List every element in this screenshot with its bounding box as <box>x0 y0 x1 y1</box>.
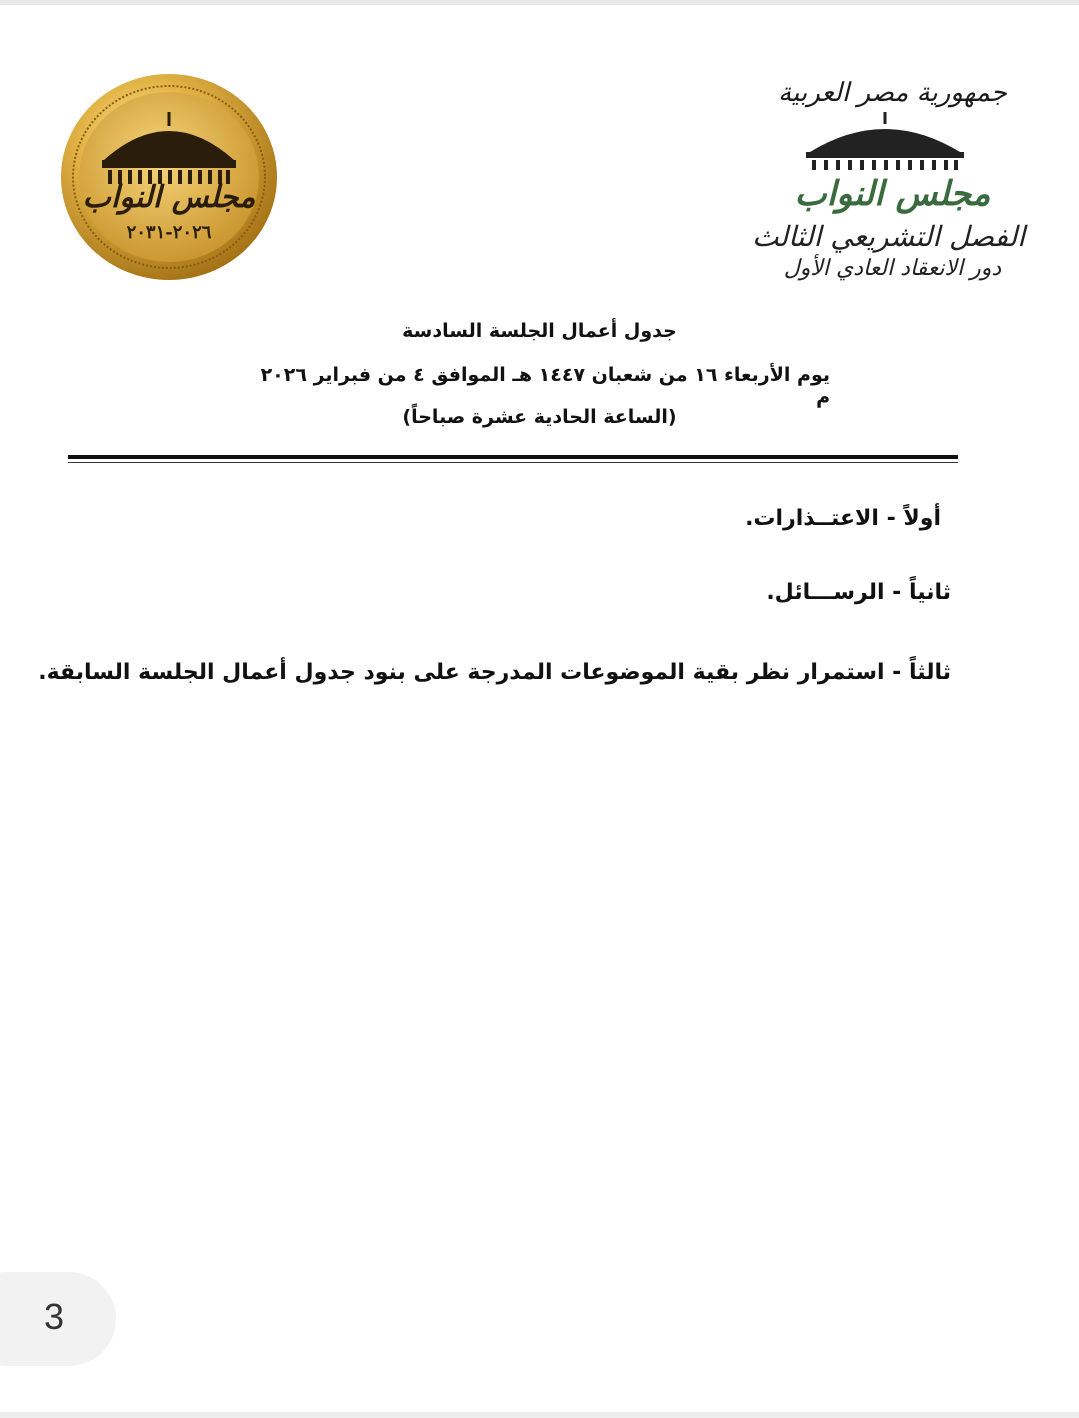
letterhead-session: دور الانعقاد العادي الأول <box>783 256 1002 281</box>
letterhead-council: مجلس النواب <box>794 174 991 214</box>
dome-emblem-icon <box>800 110 970 172</box>
agenda-date: يوم الأربعاء ١٦ من شعبان ١٤٤٧ هـ الموافق ٤ من فبراير ٢٠٢٦ م <box>260 364 830 408</box>
letterhead <box>752 70 1025 290</box>
header-divider-thin <box>68 462 958 463</box>
parliament-seal-logo <box>60 72 278 282</box>
agenda-title: جدول أعمال الجلسة السادسة <box>402 320 677 342</box>
bottom-border <box>0 1412 1079 1418</box>
seal-years: ٢٠٢٦-٢٠٣١ <box>126 222 212 243</box>
letterhead-republic: جمهورية مصر العربية <box>778 78 1007 108</box>
page-number: 3 <box>44 1296 65 1337</box>
agenda-item-apologies: أولاً - الاعتــذارات. <box>745 506 941 531</box>
top-border <box>0 0 1079 5</box>
seal-title: مجلس النواب <box>82 180 256 215</box>
agenda-item-messages: ثانياً - الرســـائل. <box>766 580 951 605</box>
header-divider <box>68 455 958 459</box>
agenda-time: (الساعة الحادية عشرة صباحاً) <box>402 406 677 428</box>
agenda-item-continuation: ثالثاً - استمرار نظر بقية الموضوعات المدرجة على بنود جدول أعمال الجلسة السابقة. <box>38 660 951 685</box>
letterhead-term: الفصل التشريعي الثالث <box>752 220 1025 253</box>
